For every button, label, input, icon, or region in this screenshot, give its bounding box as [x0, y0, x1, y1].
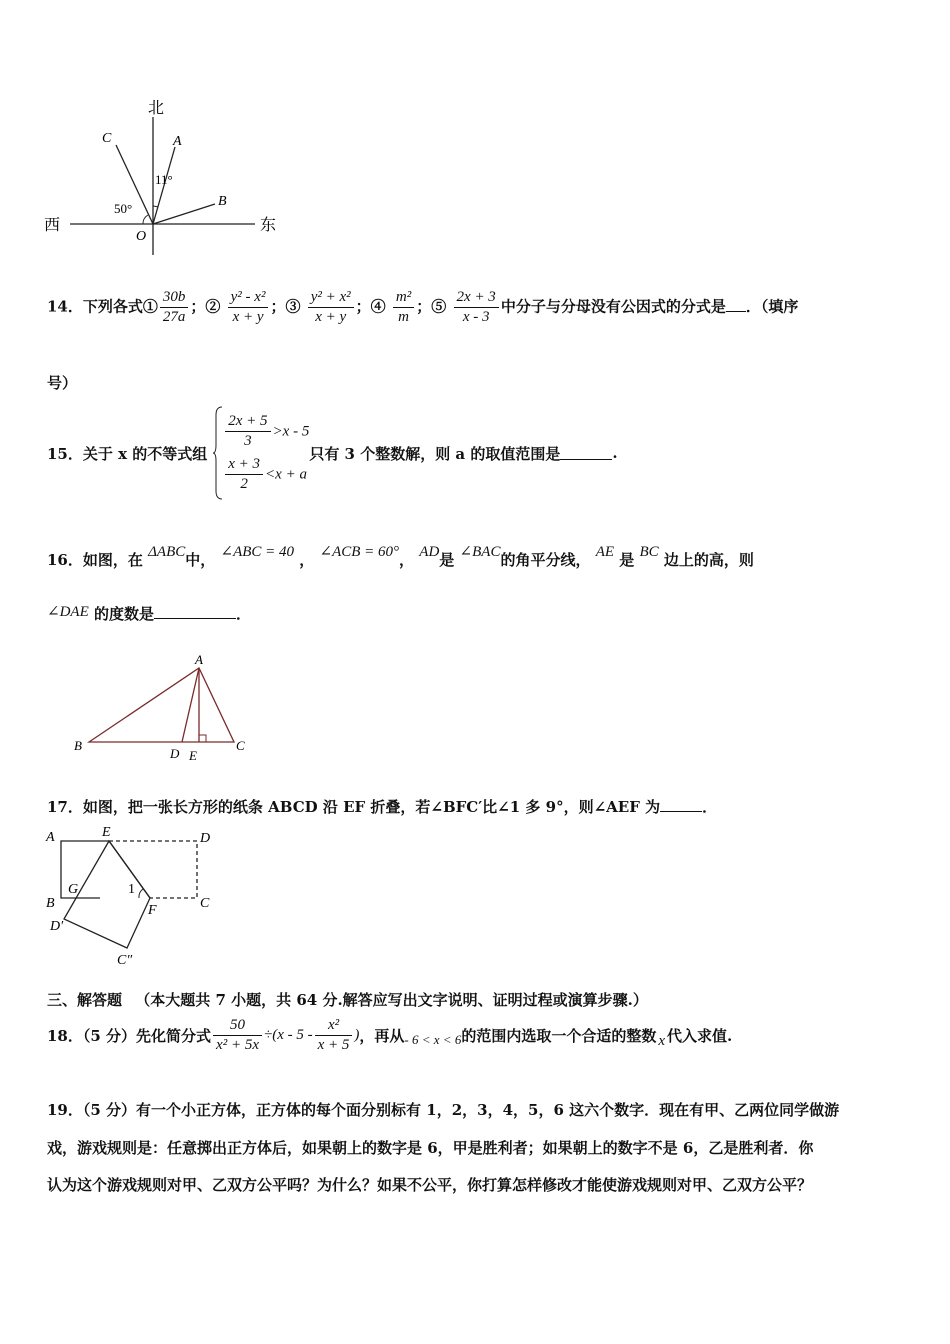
label-a: A	[195, 652, 203, 667]
angle-1-arc	[139, 889, 143, 898]
label-c-double-prime: C″	[117, 953, 133, 968]
label-d: D	[200, 831, 211, 846]
label-1: 1	[128, 882, 135, 897]
ray-ob	[153, 204, 215, 224]
question-17: 17．如图，把一张长方形的纸条 ABCD 沿 EF 折叠，若∠BFC′比∠1 多 9°，则∠AEF 为 ．	[47, 798, 718, 816]
angle-arc-11	[153, 206, 158, 207]
question-19-line2: 戏，游戏规则是：任意掷出正方体后，如果朝上的数字是 6，甲是胜利者；如果朝上的数字不是 6，乙是胜利者．你	[47, 1139, 814, 1157]
question-19-line3: 认为这个游戏规则对甲、乙双方公平吗？为什么？如果不公平，你打算怎样修改才能使游戏规则对甲、乙双方公平？	[47, 1176, 813, 1194]
label-a: A	[46, 830, 55, 845]
fraction-2: $\frac{\text{y² - x²}}{x + y}$	[228, 288, 269, 327]
brace-icon	[213, 405, 223, 501]
question-19-line1: 19．（5 分）有一个小正方体，正方体的每个面分别标有 1，2，3，4，5，6 这六个数字．现在有甲、乙两位同学做游	[47, 1101, 840, 1119]
answer-blank	[660, 799, 702, 812]
section-note: （本大题共 7 小题，共 64 分.解答应写出文字说明、证明过程或演算步骤.）	[135, 991, 648, 1009]
label-f: F	[148, 903, 157, 918]
label-b: B	[46, 896, 55, 911]
question-16-line2: ∠DAE 的度数是 ．	[47, 604, 251, 623]
triangle-figure	[68, 650, 258, 770]
label-a: A	[173, 134, 182, 149]
answer-blank	[726, 299, 746, 312]
strip-dashed	[109, 841, 197, 898]
fraction-3: $\frac{\text{y² + x²}}{x + y}$	[308, 288, 354, 327]
fraction-1: $\frac{30b}{27a}$	[160, 288, 189, 327]
fraction-5: $\frac{2x + 3}{x - 3}$	[454, 288, 499, 327]
fraction-x2: $\frac{\text{x²}}{x + 5}$	[315, 1016, 353, 1055]
label-c: C	[200, 896, 210, 911]
triangle-abc	[89, 668, 234, 742]
label-o: O	[136, 229, 147, 244]
question-14-wrap: 号）	[47, 374, 78, 392]
inequality-system	[213, 405, 309, 501]
inequality-2: $\frac{x + 3}{2}$ <x + a	[223, 455, 309, 494]
label-north: 北	[148, 100, 165, 117]
inequality-1: $\frac{2x + 5}{3}$ >x - 5	[223, 412, 309, 451]
bisector-ad	[182, 668, 199, 742]
label-d-prime: D′	[50, 919, 64, 934]
question-18: 18．（5 分）先化简分式 $\frac{50}{\text{x² + 5x}}$ ÷(x - 5 - $\frac{\text{x²}}{x + 5}$ ) ，再从 - 6 < x < 6 的范围内选取一个合适的整数 x 代入求值.	[47, 1017, 733, 1053]
label-west: 西	[44, 217, 61, 234]
label-east: 东	[260, 217, 277, 234]
fraction-4: $\frac{\text{m²}}{m}$	[393, 288, 414, 327]
section-title: 三、解答题	[47, 991, 123, 1009]
question-15: 15．关于 x 的不等式组 $\frac{2x + 5}{3}$ >x - 5 $\frac{x + 3}{2}$ <x + a 只有 3 个整数解，则 a 的取值范围是 .	[47, 405, 618, 501]
label-e: E	[189, 748, 197, 763]
label-e: E	[102, 825, 111, 840]
label-c: C	[102, 131, 112, 146]
angle-11-label: 11°	[155, 172, 173, 187]
label-b: B	[218, 194, 227, 209]
angle-arc-50	[143, 215, 148, 224]
right-angle-mark	[199, 735, 206, 742]
label-b: B	[74, 738, 82, 753]
label-d: D	[170, 746, 180, 761]
direction-figure	[40, 95, 290, 265]
question-16: 16．如图，在 ΔABC中， ∠ABC = 40 ， ∠ACB = 60°， AD是 ∠BAC的角平分线， AE 是 BC 边上的高，则	[47, 544, 754, 569]
question-14: 14．下列各式① $\frac{30b}{27a}$ ；② $\frac{\text{y² - x²}}{x + y}$ ；③ $\frac{\text{y² + x²}}{x + y}$ ；④ $\frac{\text{m²}}{m}$ ；⑤ $\frac{2x + 3}{x - 3}$ 中分子与分母没有公因式的分式是 ．（填序	[47, 289, 799, 325]
answer-blank	[154, 606, 236, 619]
label-c: C	[236, 738, 245, 753]
label-g: G	[68, 882, 79, 897]
folded-strip-figure	[42, 823, 232, 968]
answer-blank	[560, 447, 612, 460]
fraction-50: $\frac{50}{\text{x² + 5x}}$	[213, 1016, 262, 1055]
section-3-header	[47, 989, 648, 1010]
angle-50-label: 50°	[114, 201, 133, 216]
